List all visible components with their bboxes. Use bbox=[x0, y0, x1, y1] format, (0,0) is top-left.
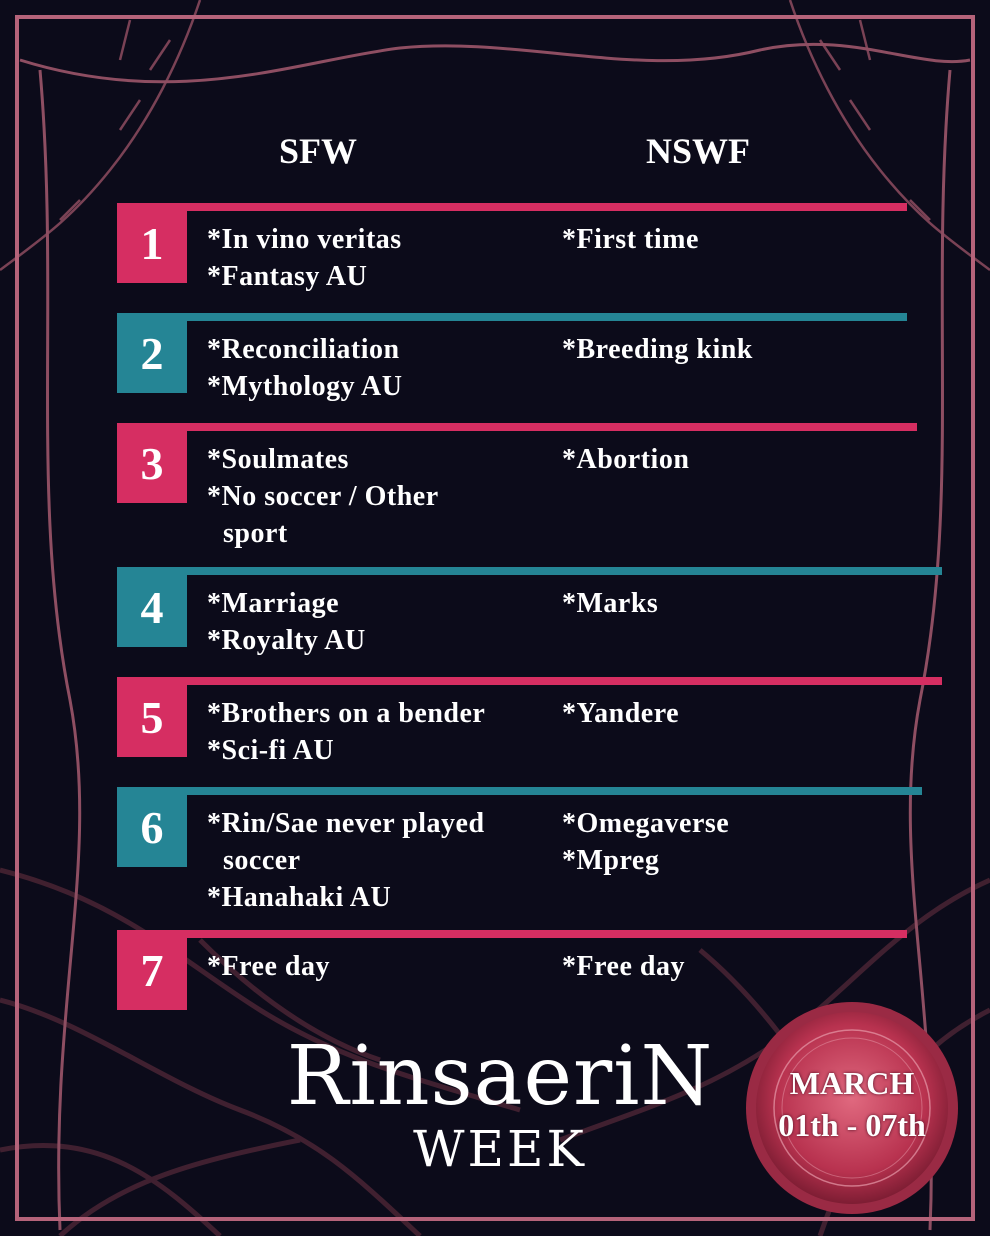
nsfw-prompts bbox=[562, 221, 699, 258]
nsfw-header: NSWF bbox=[645, 131, 750, 171]
day-row bbox=[117, 423, 917, 549]
row-divider bbox=[117, 787, 922, 795]
row-divider bbox=[117, 313, 907, 321]
sfw-prompts bbox=[207, 805, 485, 916]
sfw-prompt: *Marriage bbox=[207, 588, 339, 619]
sfw-prompts bbox=[207, 331, 403, 405]
day-row bbox=[117, 313, 907, 413]
sfw-prompt: *Soulmates bbox=[207, 444, 349, 475]
row-divider bbox=[117, 677, 942, 685]
row-divider bbox=[117, 567, 942, 575]
sfw-prompts bbox=[207, 948, 330, 985]
sfw-prompt: *Hanahaki AU bbox=[207, 882, 392, 913]
sfw-prompt: soccer bbox=[223, 845, 301, 876]
day-number-badge: 3 bbox=[117, 423, 187, 503]
sfw-prompt: *Fantasy AU bbox=[207, 261, 368, 292]
sfw-prompt: *Free day bbox=[207, 951, 330, 982]
logo-subtitle: WEEK bbox=[413, 1120, 587, 1178]
sfw-prompt: sport bbox=[223, 518, 288, 549]
day-number-badge: 1 bbox=[117, 203, 187, 283]
nsfw-prompt: *Marks bbox=[562, 588, 659, 619]
nsfw-prompts bbox=[562, 948, 685, 985]
day-row bbox=[117, 787, 922, 913]
sfw-prompt: *Rin/Sae never played bbox=[207, 808, 485, 839]
sfw-prompt: *Reconciliation bbox=[207, 334, 400, 365]
sfw-prompt: *Royalty AU bbox=[207, 625, 366, 656]
seal-dates: 01th - 07th bbox=[778, 1107, 926, 1143]
nsfw-prompts bbox=[562, 441, 689, 478]
day-row bbox=[117, 930, 907, 1030]
sfw-prompts bbox=[207, 695, 485, 769]
date-seal bbox=[752, 1062, 952, 1146]
sfw-prompt: *Brothers on a bender bbox=[207, 698, 486, 729]
nsfw-prompt: *Omegaverse bbox=[562, 808, 730, 839]
nsfw-prompt: *First time bbox=[562, 224, 699, 255]
day-number-badge: 6 bbox=[117, 787, 187, 867]
logo-title: RinsaeriN bbox=[286, 1029, 714, 1124]
nsfw-prompts bbox=[562, 695, 679, 732]
row-divider bbox=[117, 930, 907, 938]
nsfw-prompt: *Abortion bbox=[562, 444, 690, 475]
sfw-header: SFW bbox=[278, 131, 357, 171]
day-number-badge: 7 bbox=[117, 930, 187, 1010]
nsfw-prompt: *Yandere bbox=[562, 698, 680, 729]
nsfw-prompts bbox=[562, 805, 729, 879]
row-divider bbox=[117, 423, 917, 431]
day-row bbox=[117, 203, 907, 303]
sfw-prompt: *Mythology AU bbox=[207, 371, 403, 402]
day-number-badge: 2 bbox=[117, 313, 187, 393]
nsfw-prompt: *Free day bbox=[562, 951, 685, 982]
nsfw-prompt: *Breeding kink bbox=[562, 334, 753, 365]
row-divider bbox=[117, 203, 907, 211]
day-number-badge: 4 bbox=[117, 567, 187, 647]
nsfw-prompt: *Mpreg bbox=[562, 845, 660, 876]
nsfw-prompts bbox=[562, 585, 658, 622]
seal-month: MARCH bbox=[789, 1065, 915, 1101]
sfw-prompt: *No soccer / Other bbox=[207, 481, 439, 512]
sfw-prompts bbox=[207, 585, 366, 659]
sfw-prompts bbox=[207, 221, 402, 295]
day-row bbox=[117, 677, 942, 777]
sfw-prompts bbox=[207, 441, 439, 552]
event-logo bbox=[270, 1029, 730, 1178]
day-number-badge: 5 bbox=[117, 677, 187, 757]
sfw-prompt: *In vino veritas bbox=[207, 224, 402, 255]
day-row bbox=[117, 567, 942, 667]
sfw-prompt: *Sci-fi AU bbox=[207, 735, 335, 766]
nsfw-prompts bbox=[562, 331, 753, 368]
